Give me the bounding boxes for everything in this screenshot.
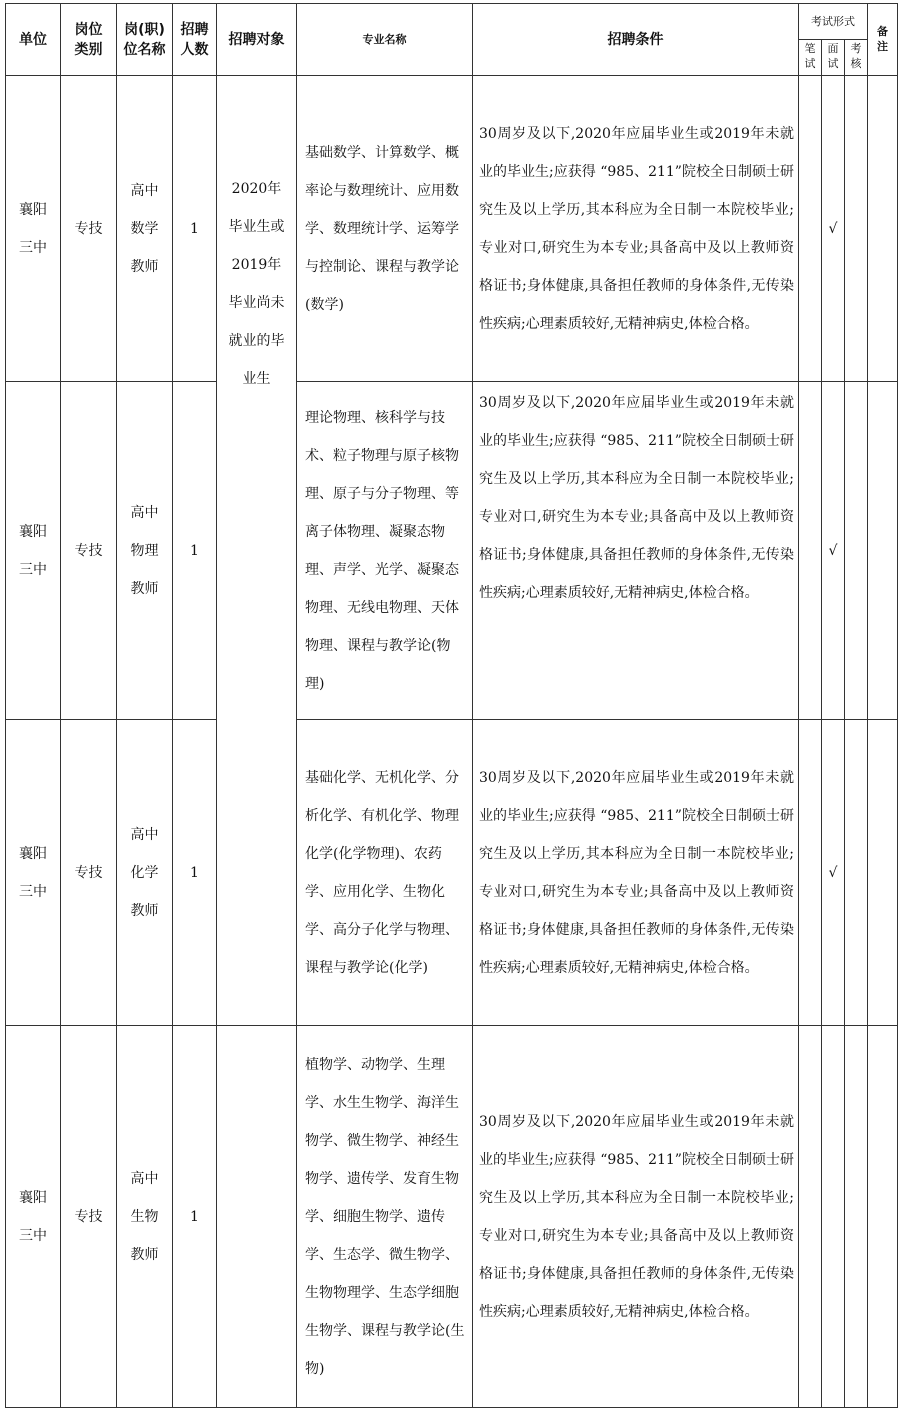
post-name-cell: 高中物理教师	[130, 504, 159, 597]
header-post-type: 岗位类别	[74, 21, 103, 58]
header-interview: 面试	[827, 42, 839, 70]
assessment-cell	[845, 1026, 868, 1408]
written-cell	[799, 382, 822, 720]
header-unit: 单位	[6, 4, 61, 76]
post-name-cell: 高中生物教师	[130, 1170, 159, 1263]
written-cell	[799, 1026, 822, 1408]
major-cell: 基础数学、计算数学、概率论与数理统计、应用数学、数理统计学、运筹学与控制论、课程与教学论(数学)	[297, 76, 473, 382]
post-name-cell: 高中化学教师	[130, 826, 159, 919]
unit-cell: 襄阳三中	[19, 845, 47, 900]
header-major: 专业名称	[297, 4, 473, 76]
interview-check: √	[822, 720, 845, 1026]
count-cell: 1	[173, 1026, 217, 1408]
unit-cell: 襄阳三中	[19, 1189, 47, 1244]
interview-check: √	[822, 382, 845, 720]
count-cell: 1	[173, 720, 217, 1026]
count-cell: 1	[173, 382, 217, 720]
written-cell	[799, 720, 822, 1026]
target-cell-empty	[217, 1026, 297, 1408]
remark-cell	[868, 76, 898, 382]
header-assessment: 考核	[850, 42, 862, 70]
header-remark: 备注	[877, 24, 888, 53]
conditions-cell: 30周岁及以下,2020年应届毕业生或2019年未就业的毕业生;应获得 “985、211”院校全日制硕士研究生及以上学历,其本科应为全日制一本院校毕业;专业对口,研究生为本专业;具备高中及以上教师资格证书;身体健康,具备担任教师的身体条件,无传染性疾病;心理素质较好,无精神病史,体检合格。	[473, 382, 799, 720]
header-post-name: 岗(职)位名称	[123, 21, 166, 58]
written-cell	[799, 76, 822, 382]
conditions-cell: 30周岁及以下,2020年应届毕业生或2019年未就业的毕业生;应获得 “985、211”院校全日制硕士研究生及以上学历,其本科应为全日制一本院校毕业;专业对口,研究生为本专业;具备高中及以上教师资格证书;身体健康,具备担任教师的身体条件,无传染性疾病;心理素质较好,无精神病史,体检合格。	[473, 720, 799, 1026]
table-row	[6, 720, 898, 1026]
post-type-cell: 专技	[61, 76, 117, 382]
table-row	[6, 382, 898, 720]
remark-cell	[868, 382, 898, 720]
remark-cell	[868, 1026, 898, 1408]
interview-cell	[822, 1026, 845, 1408]
major-cell: 植物学、动物学、生理学、水生生物学、海洋生物学、微生物学、神经生物学、遗传学、发育生物学、细胞生物学、遗传学、生态学、微生物学、生物物理学、生态学细胞生物学、课程与教学论(生物)	[297, 1026, 473, 1408]
table-row	[6, 76, 898, 382]
major-cell: 理论物理、核科学与技术、粒子物理与原子核物理、原子与分子物理、等离子体物理、凝聚态物理、声学、光学、凝聚态物理、无线电物理、天体物理、课程与教学论(物理)	[297, 382, 473, 720]
target-cell: 2020年毕业生或2019年毕业尚未就业的毕业生	[228, 181, 285, 387]
conditions-cell: 30周岁及以下,2020年应届毕业生或2019年未就业的毕业生;应获得 “985、211”院校全日制硕士研究生及以上学历,其本科应为全日制一本院校毕业;专业对口,研究生为本专业;具备高中及以上教师资格证书;身体健康,具备担任教师的身体条件,无传染性疾病;心理素质较好,无精神病史,体检合格。	[473, 76, 799, 382]
header-exam-form: 考试形式	[799, 4, 868, 40]
header-target: 招聘对象	[217, 4, 297, 76]
table-row	[6, 1026, 898, 1408]
recruitment-table	[5, 3, 898, 1408]
major-cell: 基础化学、无机化学、分析化学、有机化学、物理化学(化学物理)、农药学、应用化学、生物化学、高分子化学与物理、课程与教学论(化学)	[297, 720, 473, 1026]
unit-cell: 襄阳三中	[19, 201, 47, 256]
unit-cell: 襄阳三中	[19, 523, 47, 578]
remark-cell	[868, 720, 898, 1026]
header-count: 招聘人数	[180, 21, 209, 58]
post-type-cell: 专技	[61, 382, 117, 720]
post-name-cell: 高中数学教师	[130, 182, 159, 275]
conditions-cell: 30周岁及以下,2020年应届毕业生或2019年未就业的毕业生;应获得 “985、211”院校全日制硕士研究生及以上学历,其本科应为全日制一本院校毕业;专业对口,研究生为本专业;具备高中及以上教师资格证书;身体健康,具备担任教师的身体条件,无传染性疾病;心理素质较好,无精神病史,体检合格。	[473, 1026, 799, 1408]
header-conditions: 招聘条件	[473, 4, 799, 76]
assessment-cell	[845, 76, 868, 382]
assessment-cell	[845, 720, 868, 1026]
assessment-cell	[845, 382, 868, 720]
post-type-cell: 专技	[61, 720, 117, 1026]
interview-check: √	[822, 76, 845, 382]
count-cell: 1	[173, 76, 217, 382]
post-type-cell: 专技	[61, 1026, 117, 1408]
header-written: 笔试	[804, 42, 816, 70]
